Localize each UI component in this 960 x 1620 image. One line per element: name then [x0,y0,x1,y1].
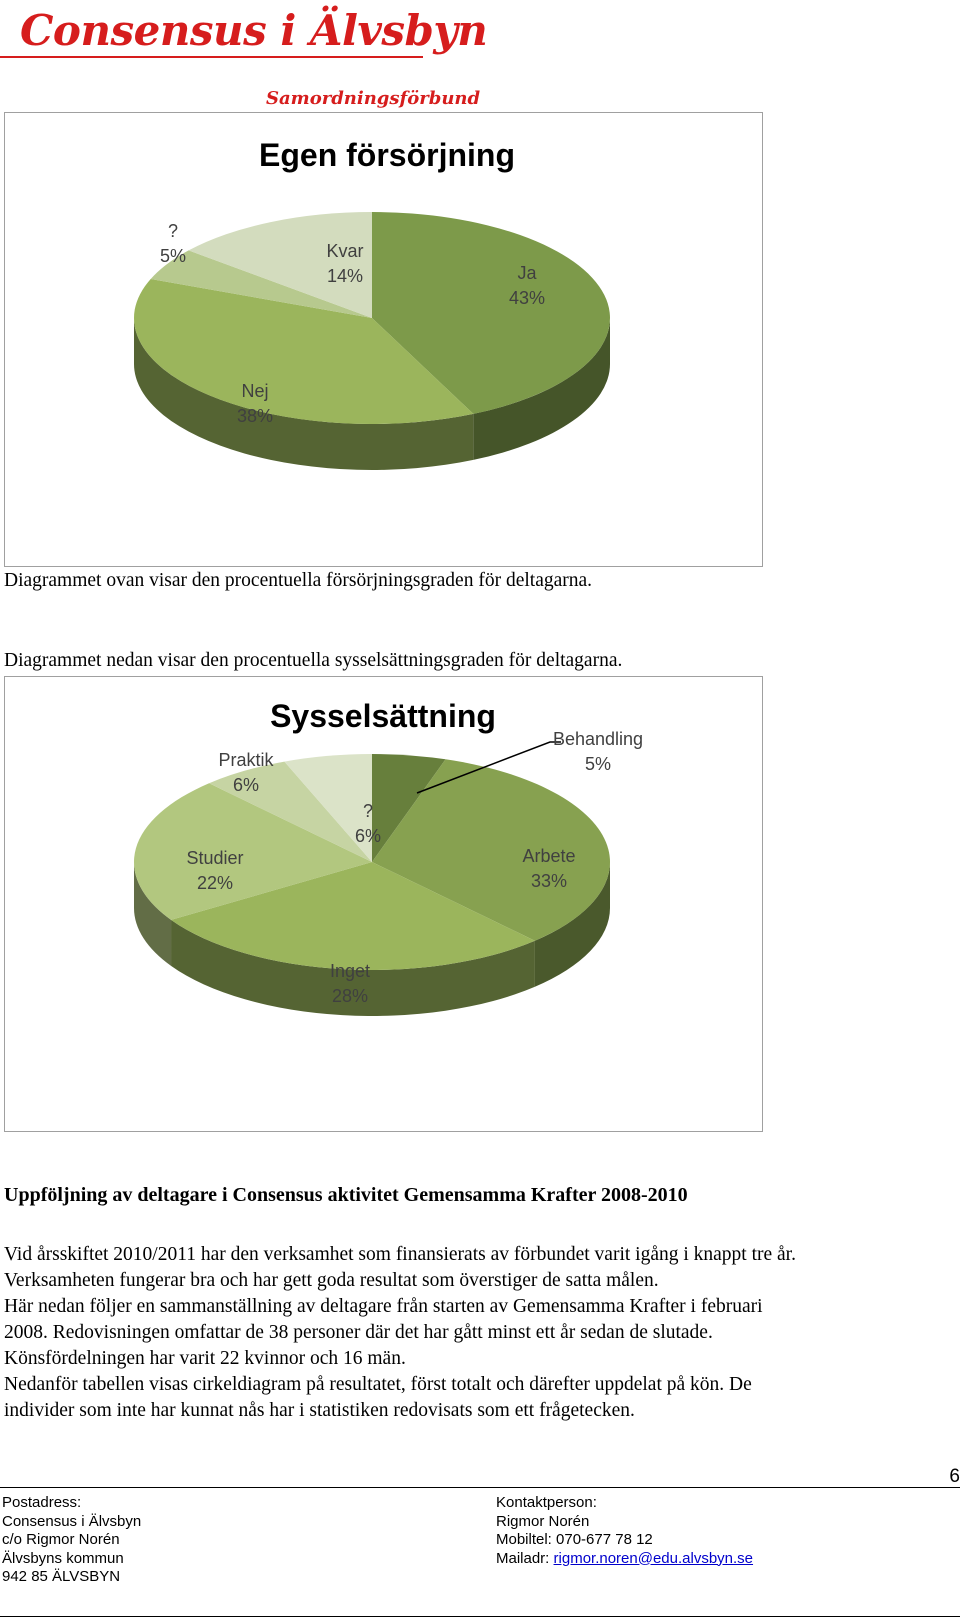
label-name: Kvar [326,241,364,261]
caption-chart-1: Diagrammet ovan visar den procentuella försörjningsgraden för deltagarna. [4,570,593,591]
chart-egen-forsorjning-svg [5,113,764,568]
label-name: Ja [517,263,537,283]
footer-address-line: Älvsbyns kommun [2,1549,124,1567]
body-line-3: Här nedan följer en sammanställning av deltagare från starten av Gemensamma Krafter i februari [4,1296,763,1317]
footer-contact-line: Kontaktperson: [496,1494,597,1511]
caption-chart-2: Diagrammet nedan visar den procentuella sysselsättningsgraden för deltagarna. [4,650,623,671]
chart-title: Egen försörjning [259,137,515,173]
logo-underline [0,56,423,58]
label-pct: 33% [530,871,568,891]
body-line-1: Vid årsskiftet 2010/2011 har den verksamhet som finansierats av förbundet varit igång i knappt tre år. [4,1244,796,1265]
chart-title: Sysselsättning [270,698,496,734]
label-name: Inget [329,961,371,981]
footer-address-line: 942 85 ÄLVSBYN [2,1568,121,1585]
logo-subtitle: Samordningsförbund [266,88,481,109]
mail-label: Mailadr: [496,1549,554,1567]
footer-address-line: c/o Rigmor Norén [2,1531,120,1548]
body-line-6: Nedanför tabellen visas cirkeldiagram på resultatet, först totalt och därefter uppdelat på kön. De [4,1374,752,1395]
body-line-7: individer som inte har kunnat nås har i statistiken redovisats som ett frågetecken. [4,1400,635,1421]
data-label-unknown [160,221,186,266]
footer-address-line: Consensus i Älvsbyn [2,1512,142,1530]
footer-address-line: Postadress: [2,1494,82,1511]
chart-egen-forsorjning [4,112,763,567]
email-link[interactable]: rigmor.noren@edu.alvsbyn.se [553,1549,754,1567]
footer-postal-address [2,1494,141,1587]
label-pct: 38% [236,406,274,426]
footer-top-rule [0,1487,960,1488]
footer-mail-line [496,1550,753,1569]
body-line-5: Könsfördelningen har varit 22 kvinnor och 16 män. [4,1348,406,1369]
footer-contact-line: Mobiltel: 070-677 78 12 [496,1531,653,1548]
footer-contact [496,1494,753,1568]
label-name: Praktik [218,750,274,770]
label-name: Arbete [522,846,576,866]
label-name: Nej [241,381,269,401]
label-pct: 28% [331,986,369,1006]
label-pct: 6% [232,775,260,795]
section-heading: Uppföljning av deltagare i Consensus aktivitet Gemensamma Krafter 2008-2010 [4,1184,688,1206]
footer-bottom-rule [0,1616,960,1617]
body-line-2: Verksamheten fungerar bra och har gett goda resultat som överstiger de satta målen. [4,1270,659,1291]
body-line-4: 2008. Redovisningen omfattar de 38 personer där det har gått minst ett år sedan de slutade. [4,1322,713,1343]
label-name: ? [362,801,374,821]
label-name: Studier [186,848,244,868]
chart-sysselsattning-svg [5,677,764,1133]
footer-contact-line: Rigmor Norén [496,1512,590,1530]
label-pct: 14% [326,266,364,286]
label-pct: 43% [508,288,546,308]
label-pct: 6% [354,826,382,846]
label-pct: 5% [584,754,612,774]
label-pct: 5% [159,246,187,266]
chart-sysselsattning [4,676,763,1132]
label-pct: 22% [196,873,234,893]
data-label-behandling [553,729,643,774]
logo-title: Consensus i Älvsbyn [20,6,488,55]
page-number: 6 [949,1466,960,1487]
label-name: ? [167,221,179,241]
label-name: Behandling [552,729,644,749]
